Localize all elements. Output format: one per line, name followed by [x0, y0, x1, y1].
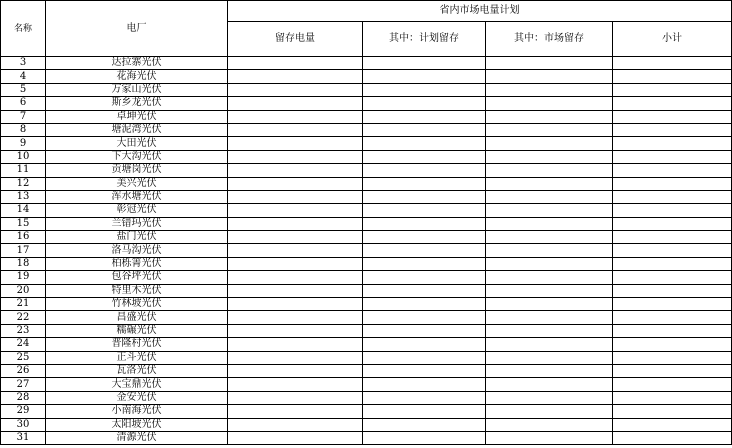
- row-number-cell: 6: [1, 97, 46, 110]
- table-row: [1, 164, 732, 177]
- row-number-cell: 5: [1, 83, 46, 96]
- table-row: [1, 190, 732, 203]
- planned-retained-cell[interactable]: [363, 137, 486, 150]
- plant-name-cell: 彰冠光伏: [46, 204, 228, 217]
- subtotal-cell[interactable]: [613, 83, 732, 96]
- row-number-cell: 24: [1, 338, 46, 351]
- row-number-cell: 12: [1, 177, 46, 190]
- header-row-top: [1, 1, 732, 22]
- row-number-cell: 4: [1, 70, 46, 83]
- market-retained-cell[interactable]: [486, 70, 613, 83]
- subtotal-cell[interactable]: [613, 217, 732, 230]
- table-row: [1, 271, 732, 284]
- market-retained-cell[interactable]: [486, 231, 613, 244]
- plant-name-cell: 正斗光伏: [46, 351, 228, 364]
- subtotal-cell[interactable]: [613, 70, 732, 83]
- subtotal-cell[interactable]: [613, 177, 732, 190]
- plant-name-cell: 大田光伏: [46, 137, 228, 150]
- planned-retained-cell[interactable]: [363, 57, 486, 70]
- row-number-cell: 30: [1, 418, 46, 431]
- table-row: [1, 298, 732, 311]
- row-number-cell: 19: [1, 271, 46, 284]
- subtotal-cell[interactable]: [613, 391, 732, 404]
- planned-retained-cell[interactable]: [363, 298, 486, 311]
- subtotal-cell[interactable]: [613, 137, 732, 150]
- retained-cell[interactable]: [228, 217, 363, 230]
- row-number-cell: 11: [1, 164, 46, 177]
- subtotal-cell[interactable]: [613, 150, 732, 163]
- plant-name-cell: 金安光伏: [46, 391, 228, 404]
- planned-retained-cell[interactable]: [363, 311, 486, 324]
- market-retained-cell[interactable]: [486, 204, 613, 217]
- table-row: [1, 137, 732, 150]
- header-subtotal-cell: 小计: [613, 22, 732, 57]
- plant-name-cell: 贡塘岗光伏: [46, 164, 228, 177]
- table-row: [1, 405, 732, 418]
- market-retained-cell[interactable]: [486, 110, 613, 123]
- subtotal-cell[interactable]: [613, 204, 732, 217]
- plant-name-cell: 美兴光伏: [46, 177, 228, 190]
- header-retained-cell: 留存电量: [228, 22, 363, 57]
- row-number-cell: 27: [1, 378, 46, 391]
- row-number-cell: 16: [1, 231, 46, 244]
- plant-name-cell: 大宝鼎光伏: [46, 378, 228, 391]
- row-number-cell: 13: [1, 190, 46, 203]
- planned-retained-cell[interactable]: [363, 97, 486, 110]
- retained-cell[interactable]: [228, 284, 363, 297]
- retained-cell[interactable]: [228, 70, 363, 83]
- plant-name-cell: 清源光伏: [46, 431, 228, 444]
- market-retained-cell[interactable]: [486, 177, 613, 190]
- market-retained-cell[interactable]: [486, 311, 613, 324]
- planned-retained-cell[interactable]: [363, 418, 486, 431]
- table-row: [1, 311, 732, 324]
- retained-cell[interactable]: [228, 271, 363, 284]
- table-row: [1, 257, 732, 270]
- row-number-cell: 17: [1, 244, 46, 257]
- planned-retained-cell[interactable]: [363, 364, 486, 377]
- table-row: [1, 177, 732, 190]
- row-number-cell: 10: [1, 150, 46, 163]
- retained-cell[interactable]: [228, 244, 363, 257]
- plant-name-cell: 糯碾光伏: [46, 324, 228, 337]
- market-retained-cell[interactable]: [486, 298, 613, 311]
- subtotal-cell[interactable]: [613, 378, 732, 391]
- market-retained-cell[interactable]: [486, 418, 613, 431]
- plant-name-cell: 花海光伏: [46, 70, 228, 83]
- market-retained-cell[interactable]: [486, 364, 613, 377]
- retained-cell[interactable]: [228, 364, 363, 377]
- subtotal-cell[interactable]: [613, 284, 732, 297]
- planned-retained-cell[interactable]: [363, 378, 486, 391]
- retained-cell[interactable]: [228, 431, 363, 444]
- retained-cell[interactable]: [228, 324, 363, 337]
- header-name-cell: 名称: [1, 1, 46, 57]
- row-number-cell: 15: [1, 217, 46, 230]
- subtotal-cell[interactable]: [613, 338, 732, 351]
- planned-retained-cell[interactable]: [363, 110, 486, 123]
- table-row: [1, 97, 732, 110]
- market-retained-cell[interactable]: [486, 190, 613, 203]
- planned-retained-cell[interactable]: [363, 391, 486, 404]
- retained-cell[interactable]: [228, 97, 363, 110]
- market-retained-cell[interactable]: [486, 164, 613, 177]
- plant-name-cell: 下大沟光伏: [46, 150, 228, 163]
- row-number-cell: 9: [1, 137, 46, 150]
- subtotal-cell[interactable]: [613, 271, 732, 284]
- retained-cell[interactable]: [228, 378, 363, 391]
- plant-name-cell: 塘泥湾光伏: [46, 123, 228, 136]
- row-number-cell: 29: [1, 405, 46, 418]
- plant-name-cell: 兰错玛光伏: [46, 217, 228, 230]
- table-row: [1, 418, 732, 431]
- plant-name-cell: 特里木光伏: [46, 284, 228, 297]
- table-row: [1, 150, 732, 163]
- retained-cell[interactable]: [228, 204, 363, 217]
- table-row: [1, 378, 732, 391]
- subtotal-cell[interactable]: [613, 311, 732, 324]
- table-row: [1, 284, 732, 297]
- market-retained-cell[interactable]: [486, 391, 613, 404]
- planned-retained-cell[interactable]: [363, 83, 486, 96]
- plant-name-cell: 万家山光伏: [46, 83, 228, 96]
- table-row: [1, 324, 732, 337]
- table-row: [1, 110, 732, 123]
- header-planned-retained-cell: 其中：计划留存: [363, 22, 486, 57]
- subtotal-cell[interactable]: [613, 123, 732, 136]
- subtotal-cell[interactable]: [613, 257, 732, 270]
- plant-name-cell: 包谷坪光伏: [46, 271, 228, 284]
- plant-name-cell: 竹林坡光伏: [46, 298, 228, 311]
- table-row: [1, 431, 732, 444]
- header-plant-cell: 电厂: [46, 1, 228, 57]
- market-retained-cell[interactable]: [486, 431, 613, 444]
- planned-retained-cell[interactable]: [363, 324, 486, 337]
- planned-retained-cell[interactable]: [363, 244, 486, 257]
- planned-retained-cell[interactable]: [363, 257, 486, 270]
- table-row: [1, 70, 732, 83]
- table-row: [1, 391, 732, 404]
- market-retained-cell[interactable]: [486, 271, 613, 284]
- subtotal-cell[interactable]: [613, 418, 732, 431]
- market-retained-cell[interactable]: [486, 257, 613, 270]
- table-row: [1, 244, 732, 257]
- subtotal-cell[interactable]: [613, 298, 732, 311]
- retained-cell[interactable]: [228, 391, 363, 404]
- plant-name-cell: 小南海光伏: [46, 405, 228, 418]
- subtotal-cell[interactable]: [613, 244, 732, 257]
- table-row: [1, 351, 732, 364]
- row-number-cell: 25: [1, 351, 46, 364]
- planned-retained-cell[interactable]: [363, 338, 486, 351]
- subtotal-cell[interactable]: [613, 431, 732, 444]
- table-row: [1, 204, 732, 217]
- market-retained-cell[interactable]: [486, 83, 613, 96]
- market-retained-cell[interactable]: [486, 217, 613, 230]
- planned-retained-cell[interactable]: [363, 150, 486, 163]
- table-row: [1, 83, 732, 96]
- market-retained-cell[interactable]: [486, 137, 613, 150]
- row-number-cell: 26: [1, 364, 46, 377]
- retained-cell[interactable]: [228, 311, 363, 324]
- row-number-cell: 18: [1, 257, 46, 270]
- row-number-cell: 31: [1, 431, 46, 444]
- market-retained-cell[interactable]: [486, 57, 613, 70]
- planned-retained-cell[interactable]: [363, 271, 486, 284]
- retained-cell[interactable]: [228, 57, 363, 70]
- planned-retained-cell[interactable]: [363, 351, 486, 364]
- retained-cell[interactable]: [228, 83, 363, 96]
- subtotal-cell[interactable]: [613, 164, 732, 177]
- row-number-cell: 23: [1, 324, 46, 337]
- market-retained-cell[interactable]: [486, 378, 613, 391]
- market-retained-cell[interactable]: [486, 338, 613, 351]
- plant-name-cell: 普隆村光伏: [46, 338, 228, 351]
- retained-cell[interactable]: [228, 338, 363, 351]
- market-retained-cell[interactable]: [486, 324, 613, 337]
- row-number-cell: 8: [1, 123, 46, 136]
- retained-cell[interactable]: [228, 351, 363, 364]
- retained-cell[interactable]: [228, 257, 363, 270]
- planned-retained-cell[interactable]: [363, 177, 486, 190]
- row-number-cell: 21: [1, 298, 46, 311]
- planned-retained-cell[interactable]: [363, 204, 486, 217]
- row-number-cell: 20: [1, 284, 46, 297]
- row-number-cell: 7: [1, 110, 46, 123]
- plant-name-cell: 洛马沟光伏: [46, 244, 228, 257]
- retained-cell[interactable]: [228, 418, 363, 431]
- subtotal-cell[interactable]: [613, 97, 732, 110]
- subtotal-cell[interactable]: [613, 364, 732, 377]
- plant-name-cell: 盐门光伏: [46, 231, 228, 244]
- subtotal-cell[interactable]: [613, 324, 732, 337]
- row-number-cell: 22: [1, 311, 46, 324]
- retained-cell[interactable]: [228, 298, 363, 311]
- retained-cell[interactable]: [228, 405, 363, 418]
- table-row: [1, 338, 732, 351]
- subtotal-cell[interactable]: [613, 351, 732, 364]
- subtotal-cell[interactable]: [613, 405, 732, 418]
- market-retained-cell[interactable]: [486, 150, 613, 163]
- plant-name-cell: 柏栎箐光伏: [46, 257, 228, 270]
- retained-cell[interactable]: [228, 164, 363, 177]
- retained-cell[interactable]: [228, 150, 363, 163]
- plant-name-cell: 达拉寨光伏: [46, 57, 228, 70]
- table-row: [1, 231, 732, 244]
- subtotal-cell[interactable]: [613, 190, 732, 203]
- subtotal-cell[interactable]: [613, 110, 732, 123]
- table-row: [1, 364, 732, 377]
- planned-retained-cell[interactable]: [363, 284, 486, 297]
- plant-name-cell: 卓坤光伏: [46, 110, 228, 123]
- plant-name-cell: 瓦洛光伏: [46, 364, 228, 377]
- planned-retained-cell[interactable]: [363, 70, 486, 83]
- subtotal-cell[interactable]: [613, 231, 732, 244]
- plant-name-cell: 昌盛光伏: [46, 311, 228, 324]
- retained-cell[interactable]: [228, 123, 363, 136]
- market-retained-cell[interactable]: [486, 351, 613, 364]
- retained-cell[interactable]: [228, 177, 363, 190]
- retained-cell[interactable]: [228, 231, 363, 244]
- row-number-cell: 14: [1, 204, 46, 217]
- subtotal-cell[interactable]: [613, 57, 732, 70]
- table-row: [1, 217, 732, 230]
- plant-name-cell: 太阳坡光伏: [46, 418, 228, 431]
- market-retained-cell[interactable]: [486, 97, 613, 110]
- market-retained-cell[interactable]: [486, 284, 613, 297]
- planned-retained-cell[interactable]: [363, 190, 486, 203]
- planned-retained-cell[interactable]: [363, 164, 486, 177]
- table-row: [1, 57, 732, 70]
- plant-name-cell: 斯乡龙光伏: [46, 97, 228, 110]
- planned-retained-cell[interactable]: [363, 231, 486, 244]
- table-row: [1, 123, 732, 136]
- market-retained-cell[interactable]: [486, 405, 613, 418]
- retained-cell[interactable]: [228, 110, 363, 123]
- retained-cell[interactable]: [228, 137, 363, 150]
- market-retained-cell[interactable]: [486, 244, 613, 257]
- row-number-cell: 3: [1, 57, 46, 70]
- planned-retained-cell[interactable]: [363, 123, 486, 136]
- plant-name-cell: 浑水塘光伏: [46, 190, 228, 203]
- header-market-retained-cell: 其中：市场留存: [486, 22, 613, 57]
- planned-retained-cell[interactable]: [363, 405, 486, 418]
- market-retained-cell[interactable]: [486, 123, 613, 136]
- planned-retained-cell[interactable]: [363, 217, 486, 230]
- row-number-cell: 28: [1, 391, 46, 404]
- planned-retained-cell[interactable]: [363, 431, 486, 444]
- retained-cell[interactable]: [228, 190, 363, 203]
- header-group-cell: 省内市场电量计划: [228, 1, 732, 22]
